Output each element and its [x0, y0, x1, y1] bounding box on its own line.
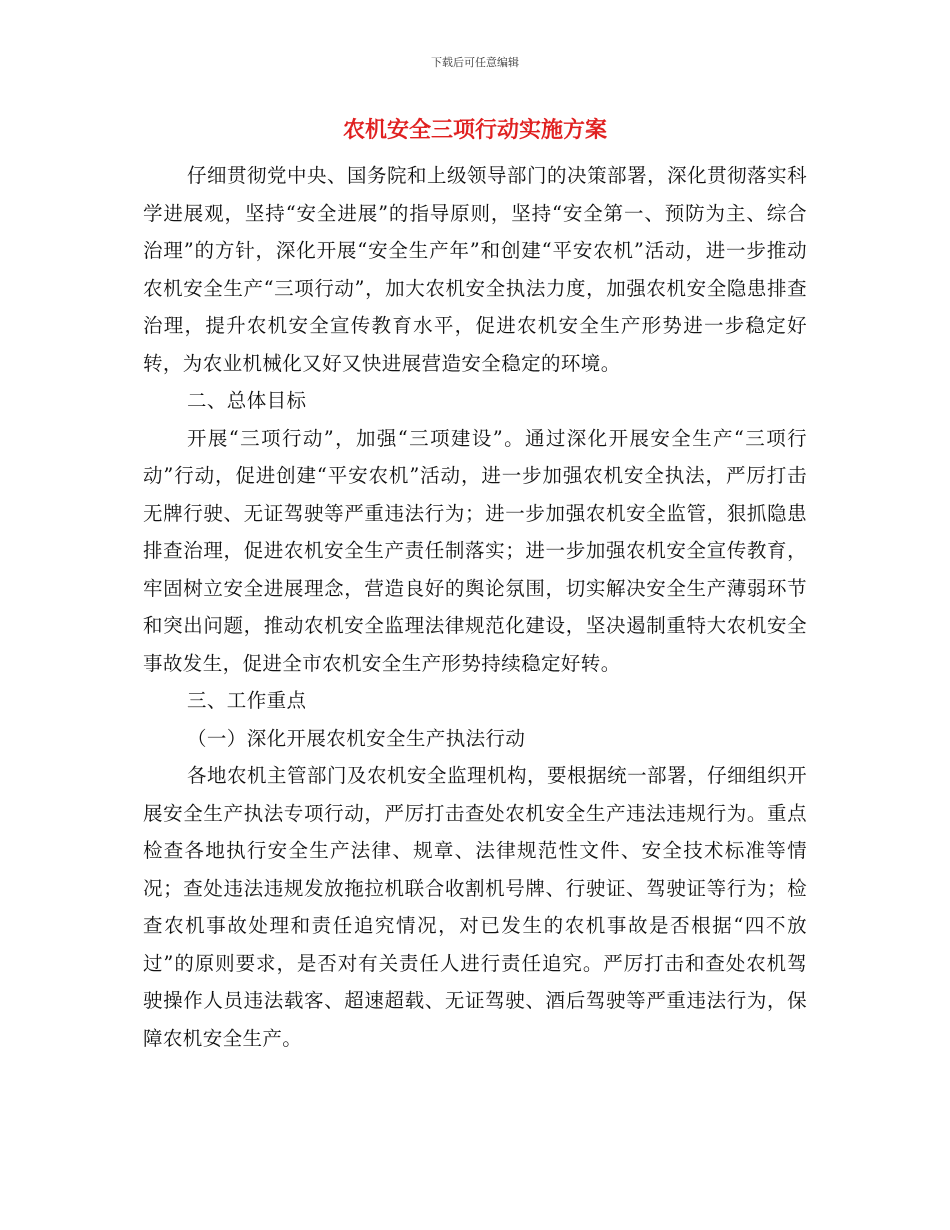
section-heading-overall-goals: 二、总体目标	[187, 389, 307, 412]
document-body	[143, 157, 807, 1057]
enforcement-paragraph: 各地农机主管部门及农机安全监理机构，要根据统一部署，仔细组织开展安全生产执法专项行动，严厉打击查处农机安全生产违法违规行为。重点检查各地执行安全生产法律、规章、法律规范性文件、安全技术标准等情况；查处违法违规发放拖拉机联合收割机号牌、行驶证、驾驶证等行为；检查农机事故处理和责任追究情况，对已发生的农机事故是否根据“四不放过”的原则要求，是否对有关责任人进行责任追究。严厉打击和查处农机驾驶操作人员违法载客、超速超载、无证驾驶、酒后驾驶等严重违法行为，保障农机安全生产。	[143, 764, 807, 1050]
document-title: 农机安全三项行动实施方案	[342, 118, 607, 143]
section-heading-work-focus: 三、工作重点	[187, 689, 307, 712]
intro-paragraph: 仔细贯彻党中央、国务院和上级领导部门的决策部署，深化贯彻落实科学进展观，坚持“安全进展”的指导原则，坚持“安全第一、预防为主、综合治理”的方针，深化开展“安全生产年”和创建“平安农机”活动，进一步推动农机安全生产“三项行动”，加大农机安全执法力度，加强农机安全隐患排查治理，提升农机安全宣传教育水平，促进农机安全生产形势进一步稳定好转，为农业机械化又好又快进展营造安全稳定的环境。	[143, 164, 807, 375]
overall-goals-paragraph: 开展“三项行动”，加强“三项建设”。通过深化开展安全生产“三项行动”行动，促进创建“平安农机”活动，进一步加强农机安全执法，严厉打击无牌行驶、无证驾驶等严重违法行为；进一步加强农机安全监管，狠抓隐患排查治理，促进农机安全生产责任制落实；进一步加强农机安全宣传教育，牢固树立安全进展理念，营造良好的舆论氛围，切实解决安全生产薄弱环节和突出问题，推动农机安全监理法律规范化建设，坚决遏制重特大农机安全事故发生，促进全市农机安全生产形势持续稳定好转。	[143, 426, 807, 675]
subsection-heading-enforcement: （一）深化开展农机安全生产执法行动	[187, 726, 526, 750]
header-note: 下载后可任意编辑	[431, 56, 519, 69]
